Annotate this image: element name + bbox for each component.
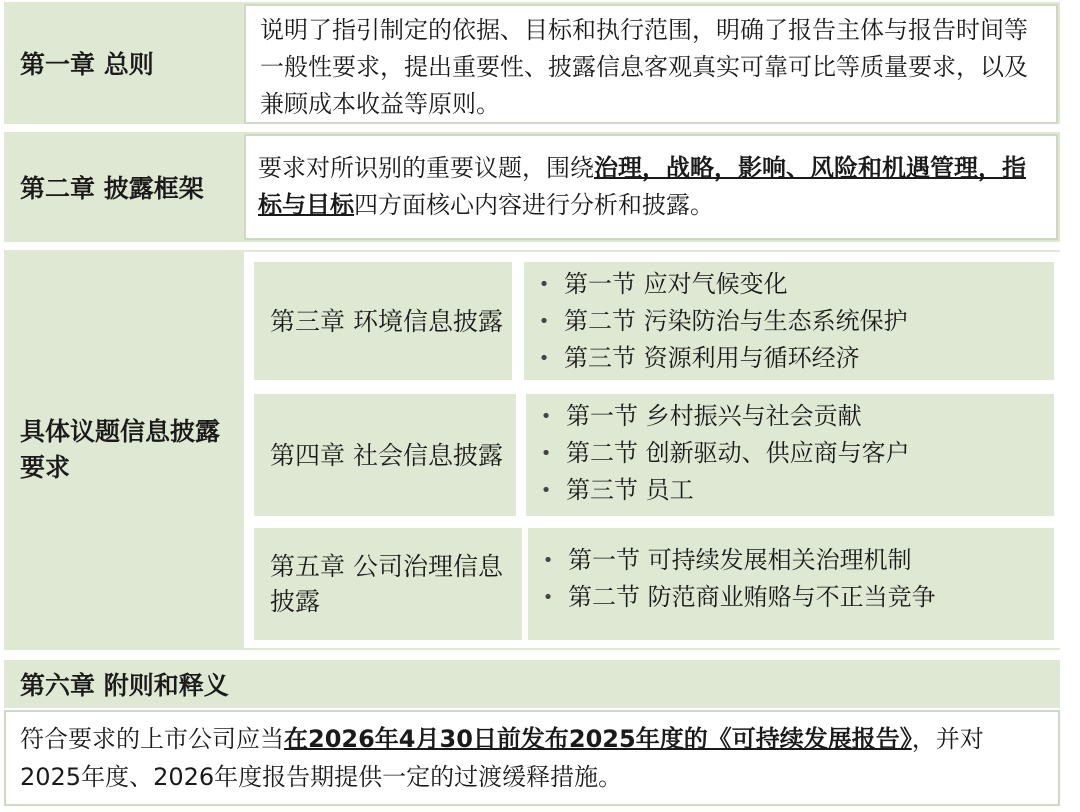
bullet-icon: • bbox=[538, 348, 550, 369]
specific-chapters bbox=[244, 252, 1060, 648]
chapter2-row bbox=[4, 132, 1060, 242]
bullet-icon: • bbox=[538, 311, 550, 332]
chapter6-desc-post: ，并对2025年度、2026年度报告期提供一定的过渡缓释措施。 bbox=[20, 725, 984, 791]
chapter6-desc bbox=[20, 720, 1044, 796]
chapter6-desc-pre: 符合要求的上市公司应当 bbox=[20, 725, 284, 753]
list-item: • 第二节 创新驱动、供应商与客户 bbox=[538, 435, 1054, 472]
chapter1-row bbox=[4, 2, 1060, 124]
bullet-icon: • bbox=[542, 587, 554, 608]
bullet-icon: • bbox=[538, 274, 550, 295]
chapter2-desc-pre: 要求对所识别的重要议题，围绕 bbox=[258, 154, 594, 182]
list-item: • 第一节 可持续发展相关治理机制 bbox=[540, 542, 1054, 579]
specific-row bbox=[4, 250, 1060, 650]
chapter2-desc-post: 四方面核心内容进行分析和披露。 bbox=[354, 191, 714, 219]
list-item: • 第三节 资源利用与循环经济 bbox=[536, 340, 1054, 377]
chapter6-title: 第六章 附则和释义 bbox=[4, 660, 1060, 708]
bullet-icon: • bbox=[540, 406, 552, 427]
specific-title: 具体议题信息披露要求 bbox=[20, 417, 221, 482]
chapter2-desc bbox=[258, 150, 1044, 224]
chapter3-title: 第三章 环境信息披露 bbox=[254, 262, 512, 380]
bullet-icon: • bbox=[542, 550, 554, 571]
chapter3-sections bbox=[524, 262, 1054, 380]
chapter6-desc-box bbox=[4, 710, 1060, 806]
chapter1-title: 第一章 总则 bbox=[20, 50, 154, 79]
bullet-icon: • bbox=[540, 480, 552, 501]
chapter2-desc-emphasis: 治理，战略，影响、风险和机遇管理，指标与目标 bbox=[258, 154, 1026, 219]
chapter4-sections bbox=[526, 394, 1054, 516]
chapter6-desc-emphasis: 在2026年4月30日前发布2025年度的《可持续发展报告》 bbox=[284, 725, 912, 753]
list-item: • 第二节 污染防治与生态系统保护 bbox=[536, 303, 1054, 340]
chapter1-desc-box bbox=[244, 4, 1058, 124]
chapter5-sections bbox=[528, 528, 1054, 640]
list-item: • 第一节 应对气候变化 bbox=[536, 266, 1054, 303]
chapter5-title: 第五章 公司治理信息披露 bbox=[254, 528, 522, 640]
list-item: • 第一节 乡村振兴与社会贡献 bbox=[538, 398, 1054, 435]
list-item: • 第二节 防范商业贿赂与不正当竞争 bbox=[540, 579, 1054, 616]
chapter4-title: 第四章 社会信息披露 bbox=[254, 394, 516, 516]
chapter1-desc: 说明了指引制定的依据、目标和执行范围，明确了报告主体与报告时间等一般性要求，提出重要性、披露信息客观真实可靠可比等质量要求，以及兼顾成本收益等原则。 bbox=[260, 16, 1028, 118]
chapter2-desc-box bbox=[244, 134, 1058, 240]
chapter2-title: 第二章 披露框架 bbox=[20, 174, 204, 203]
bullet-icon: • bbox=[540, 443, 552, 464]
list-item: • 第三节 员工 bbox=[538, 472, 1054, 509]
